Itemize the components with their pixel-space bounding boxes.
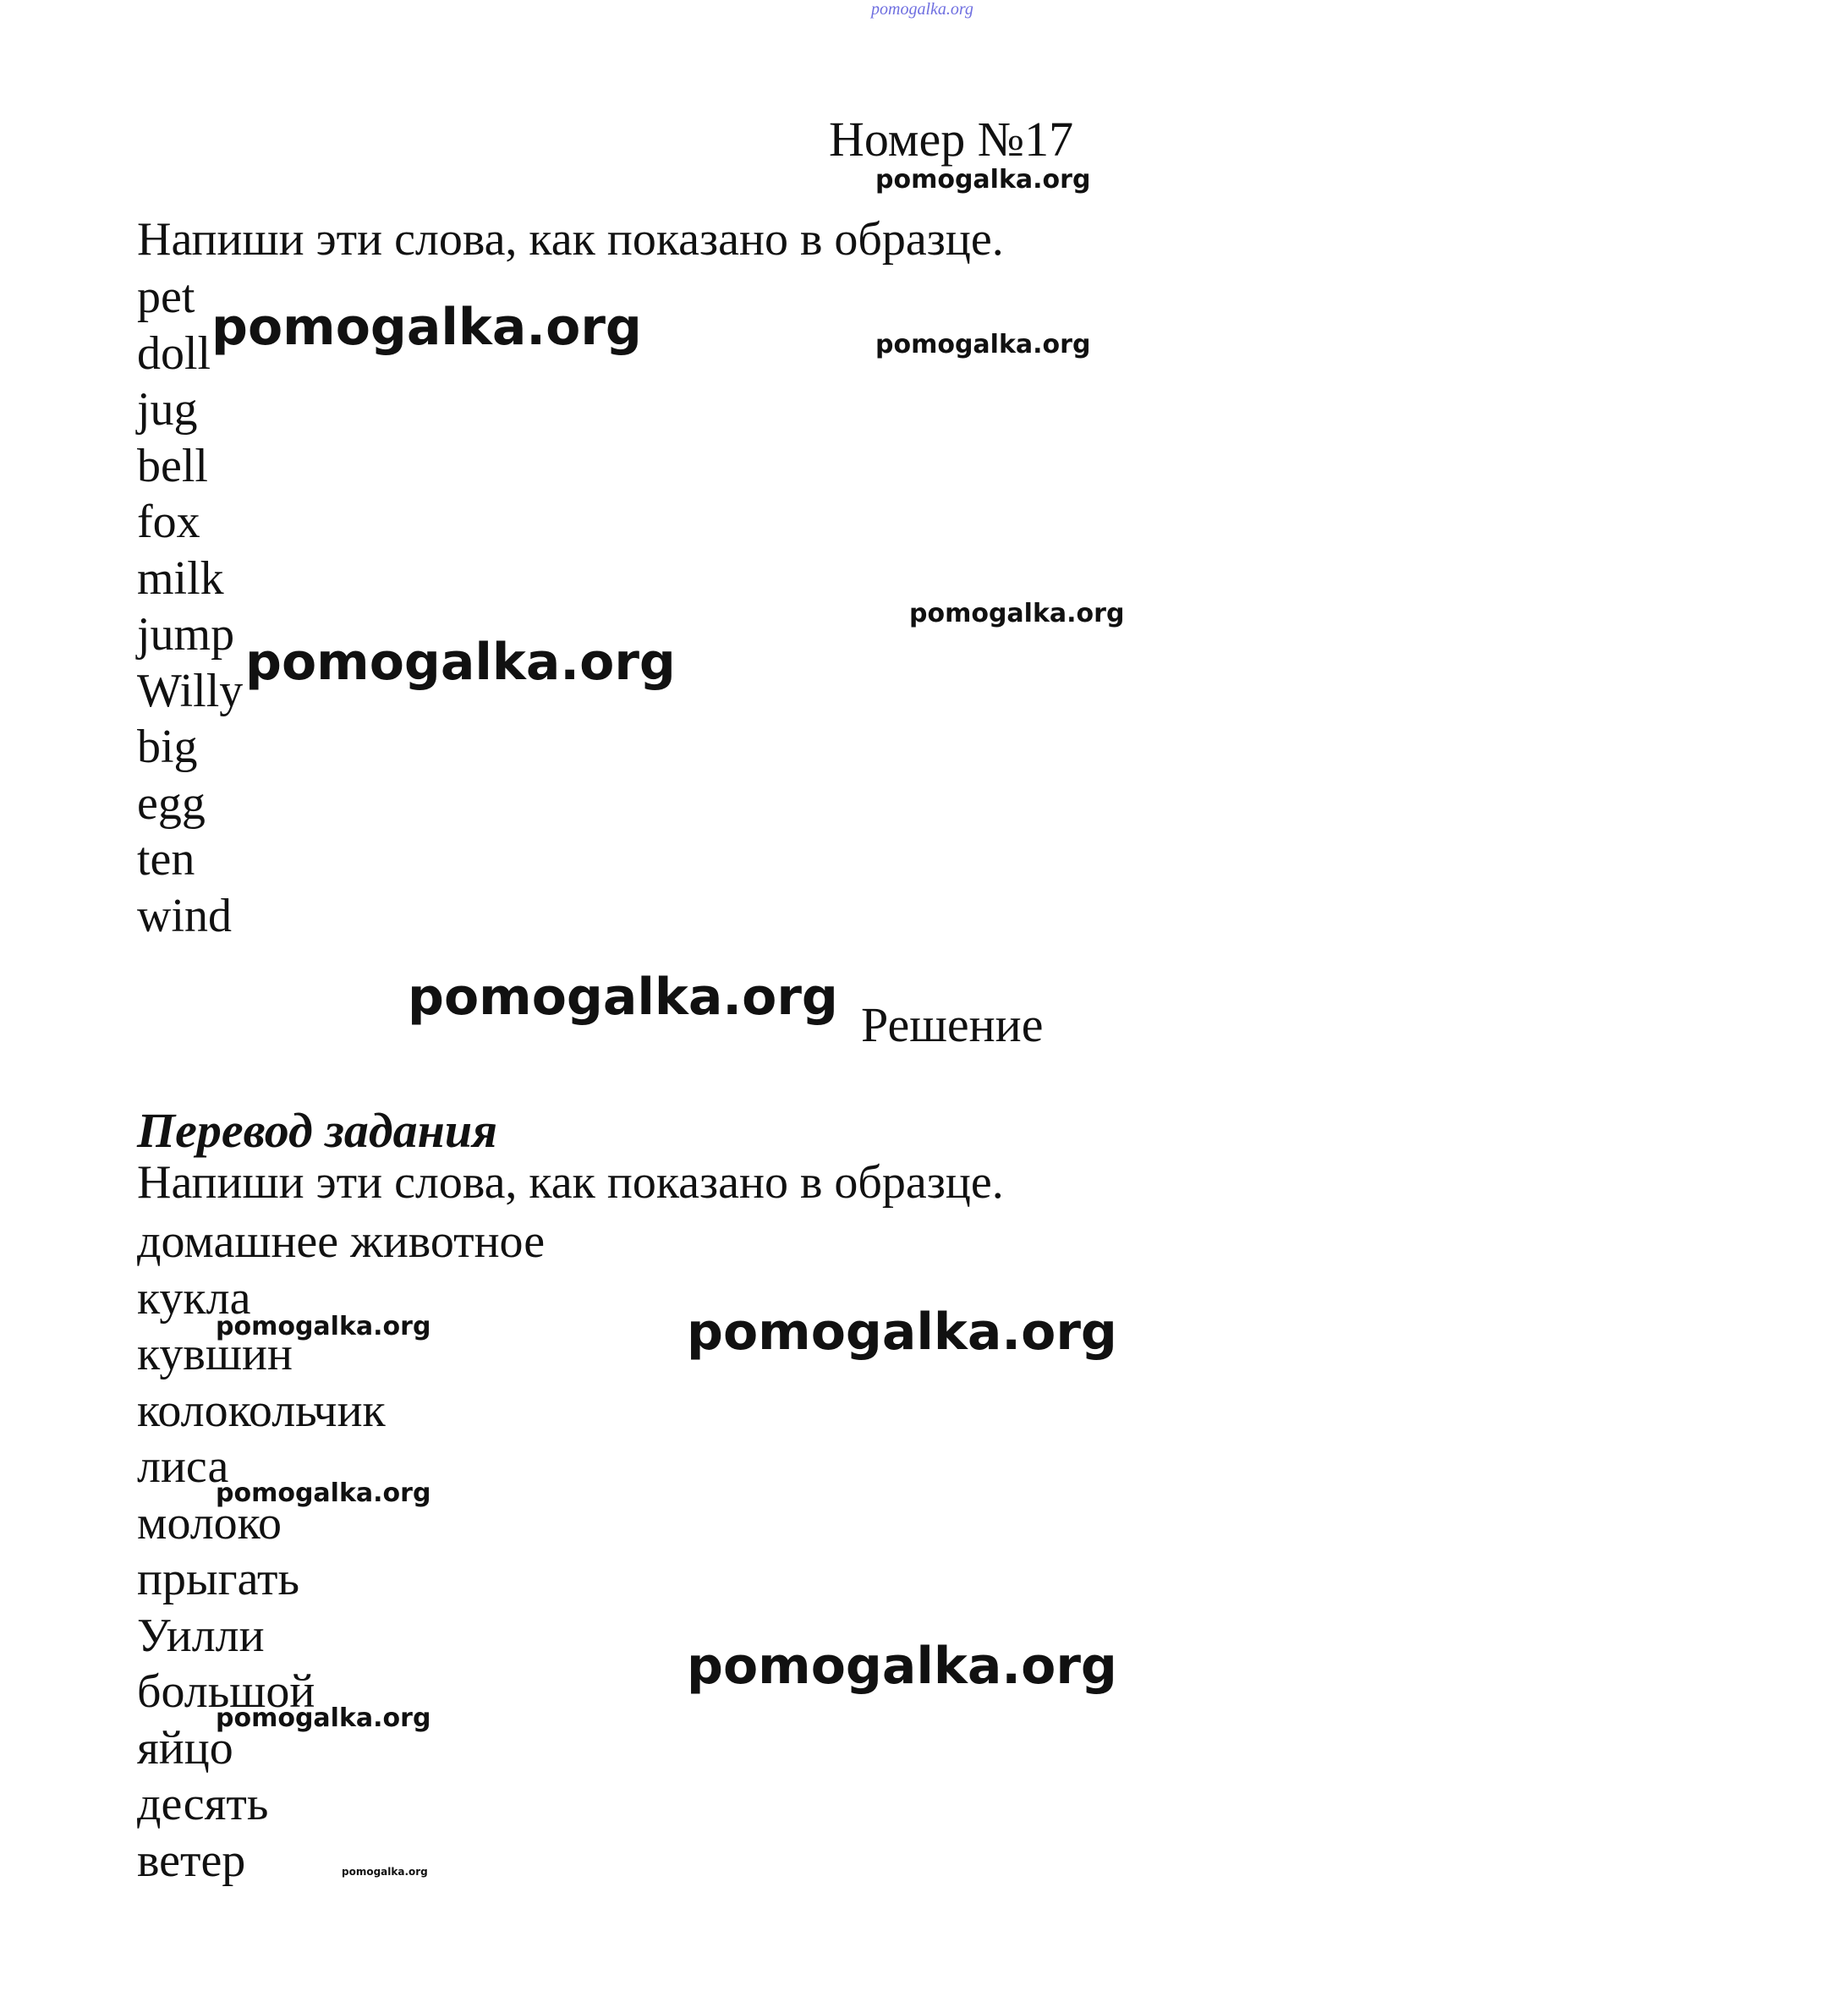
- top-watermark: pomogalka.org: [871, 0, 973, 19]
- watermark: pomogalka.org: [687, 1303, 1117, 1362]
- russian-word: домашнее животное: [137, 1215, 546, 1268]
- english-word: bell: [137, 439, 208, 492]
- russian-word: прыгать: [137, 1553, 299, 1605]
- english-word: pet: [137, 271, 195, 323]
- russian-word: кукла: [137, 1271, 251, 1325]
- english-word: wind: [137, 889, 232, 942]
- russian-word: яйцо: [137, 1721, 233, 1774]
- russian-word: молоко: [137, 1496, 282, 1550]
- watermark: pomogalka.org: [216, 1703, 431, 1733]
- watermark: pomogalka.org: [408, 968, 838, 1027]
- watermark: pomogalka.org: [687, 1637, 1117, 1696]
- english-word: milk: [137, 551, 224, 605]
- watermark: pomogalka.org: [909, 599, 1125, 628]
- english-word: ten: [137, 833, 195, 886]
- watermark: pomogalka.org: [875, 330, 1091, 359]
- russian-word: Уилли: [137, 1609, 265, 1662]
- translation-instruction: Напиши эти слова, как показано в образце.: [137, 1156, 1004, 1209]
- english-word: big: [137, 721, 198, 773]
- english-word: jug: [137, 383, 198, 436]
- translation-title: Перевод задания: [137, 1103, 497, 1158]
- english-word: doll: [137, 326, 211, 380]
- russian-word: лиса: [137, 1440, 229, 1493]
- russian-word: ветер: [137, 1834, 246, 1887]
- russian-word: большой: [137, 1665, 315, 1718]
- russian-word: десять: [137, 1778, 269, 1830]
- russian-word: колокольчик: [137, 1384, 386, 1437]
- english-word: egg: [137, 776, 206, 830]
- english-word: fox: [137, 496, 200, 548]
- watermark: pomogalka.org: [216, 1478, 431, 1508]
- watermark: pomogalka.org: [245, 633, 676, 692]
- english-word: jump: [137, 608, 235, 661]
- russian-word: кувшин: [137, 1328, 293, 1380]
- english-word: Willy: [137, 664, 244, 717]
- solution-label: Решение: [861, 997, 1044, 1052]
- english-word-list: [137, 269, 243, 944]
- watermark: pomogalka.org: [342, 1866, 428, 1878]
- task-instruction: Напиши эти слова, как показано в образце.: [137, 213, 1004, 266]
- watermark: pomogalka.org: [875, 165, 1091, 195]
- watermark: pomogalka.org: [211, 298, 642, 357]
- watermark: pomogalka.org: [216, 1312, 431, 1341]
- exercise-heading: Номер №17: [829, 112, 1074, 167]
